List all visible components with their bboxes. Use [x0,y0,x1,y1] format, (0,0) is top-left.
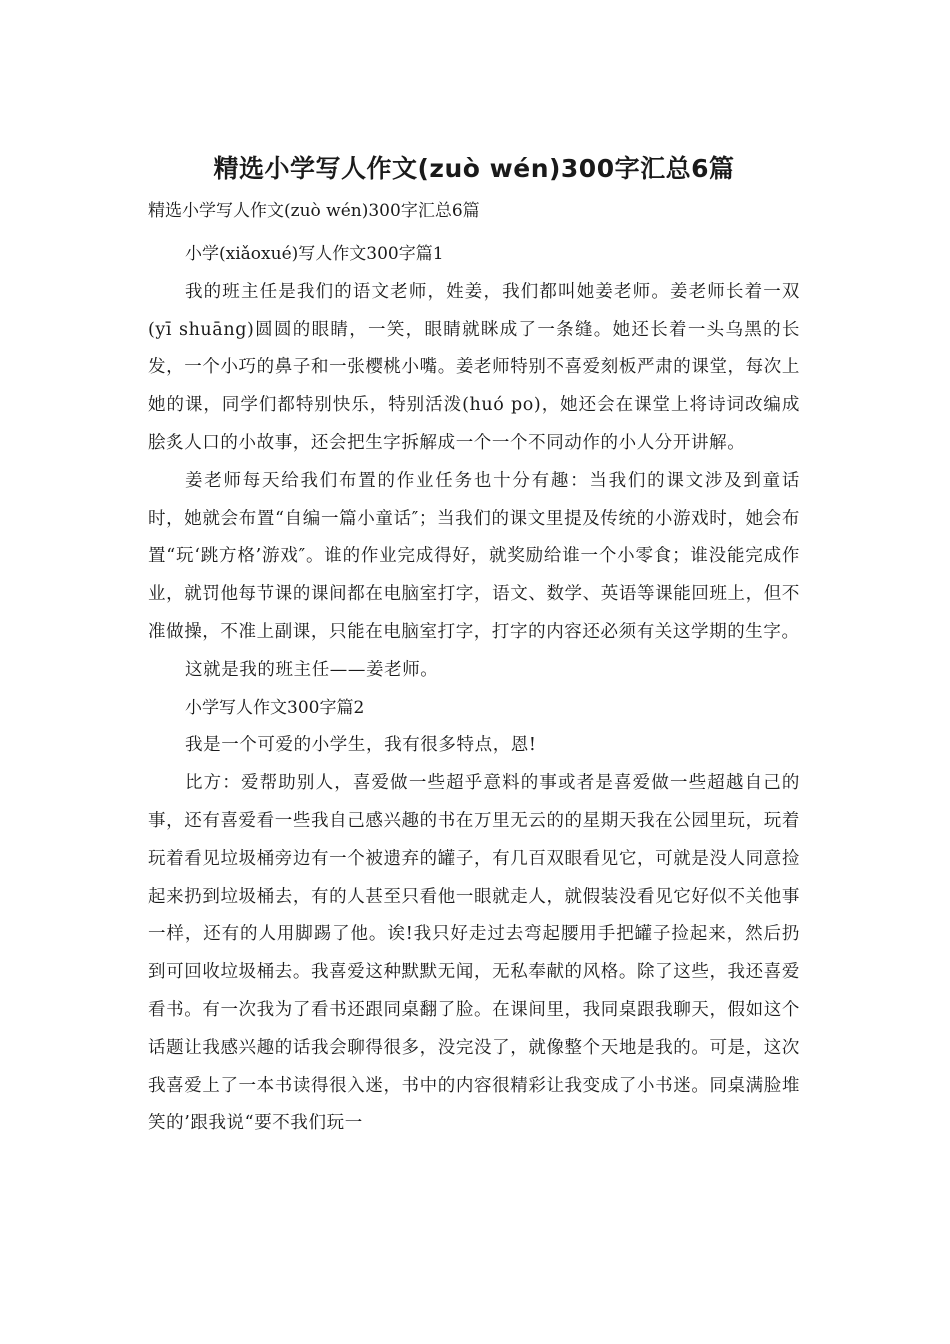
paragraph: 我的班主任是我们的语文老师，姓姜，我们都叫她姜老师。姜老师长着一双(yī shuāng)圆圆的眼睛，一笑，眼睛就眯成了一条缝。她还长着一头乌黑的长发，一个小巧的鼻子和一张樱桃小嘴。姜老师特别不喜爱刻板严肃的课堂，每次上她的课，同学们都特别快乐，特别活泼(huó po)，她还会在课堂上将诗词改编成脍炙人口的小故事，还会把生字拆解成一个一个不同动作的小人分开讲解。 [148,281,800,453]
paragraph: 比方：爱帮助别人，喜爱做一些超乎意料的事或者是喜爱做一些超越自己的事，还有喜爱看一些我自己感兴趣的书在万里无云的的星期天我在公园里玩，玩着玩着看见垃圾桶旁边有一个被遗弃的罐子，有几百双眼看见它，可就是没人同意捡起来扔到垃圾桶去，有的人甚至只看他一眼就走人，就假装没看见它好似不关他事一样，还有的人用脚踢了他。诶!我只好走过去弯起腰用手把罐子捡起来，然后扔到可回收垃圾桶去。我喜爱这种默默无闻，无私奉献的风格。除了这些，我还喜爱看书。有一次我为了看书还跟同桌翻了脸。在课间里，我同桌跟我聊天，假如这个话题让我感兴趣的话我会聊得很多，没完没了，就像整个天地是我的。可是，这次我喜爱上了一本书读得很入迷，书中的内容很精彩让我变成了小书迷。同桌满脸堆笑的’跟我说“要不我们玩一 [148,773,800,1134]
section-heading-2: 小学写人作文300字篇2 [185,697,365,718]
paragraph: 姜老师每天给我们布置的作业任务也十分有趣：当我们的课文涉及到童话时，她就会布置“自编一篇小童话″；当我们的课文里提及传统的小游戏时，她会布置“玩‘跳方格’游戏″。谁的作业完成得好，就奖励给谁一个小零食；谁没能完成作业，就罚他每节课的课间都在电脑室打字，语文、数学、英语等课能回班上，但不准做操，不准上副课，只能在电脑室打字，打字的内容还必须有关这学期的生字。 [148,470,800,642]
section-heading-1: 小学(xiǎoxué)写人作文300字篇1 [185,244,444,264]
document-title: 精选小学写人作文(zuò wén)300字汇总6篇 [213,154,735,183]
paragraph: 这就是我的班主任——姜老师。 [185,659,439,680]
paragraph: 我是一个可爱的小学生，我有很多特点，恩! [185,735,537,756]
document-page [148,150,800,1143]
document-subtitle: 精选小学写人作文(zuò wén)300字汇总6篇 [148,201,480,221]
